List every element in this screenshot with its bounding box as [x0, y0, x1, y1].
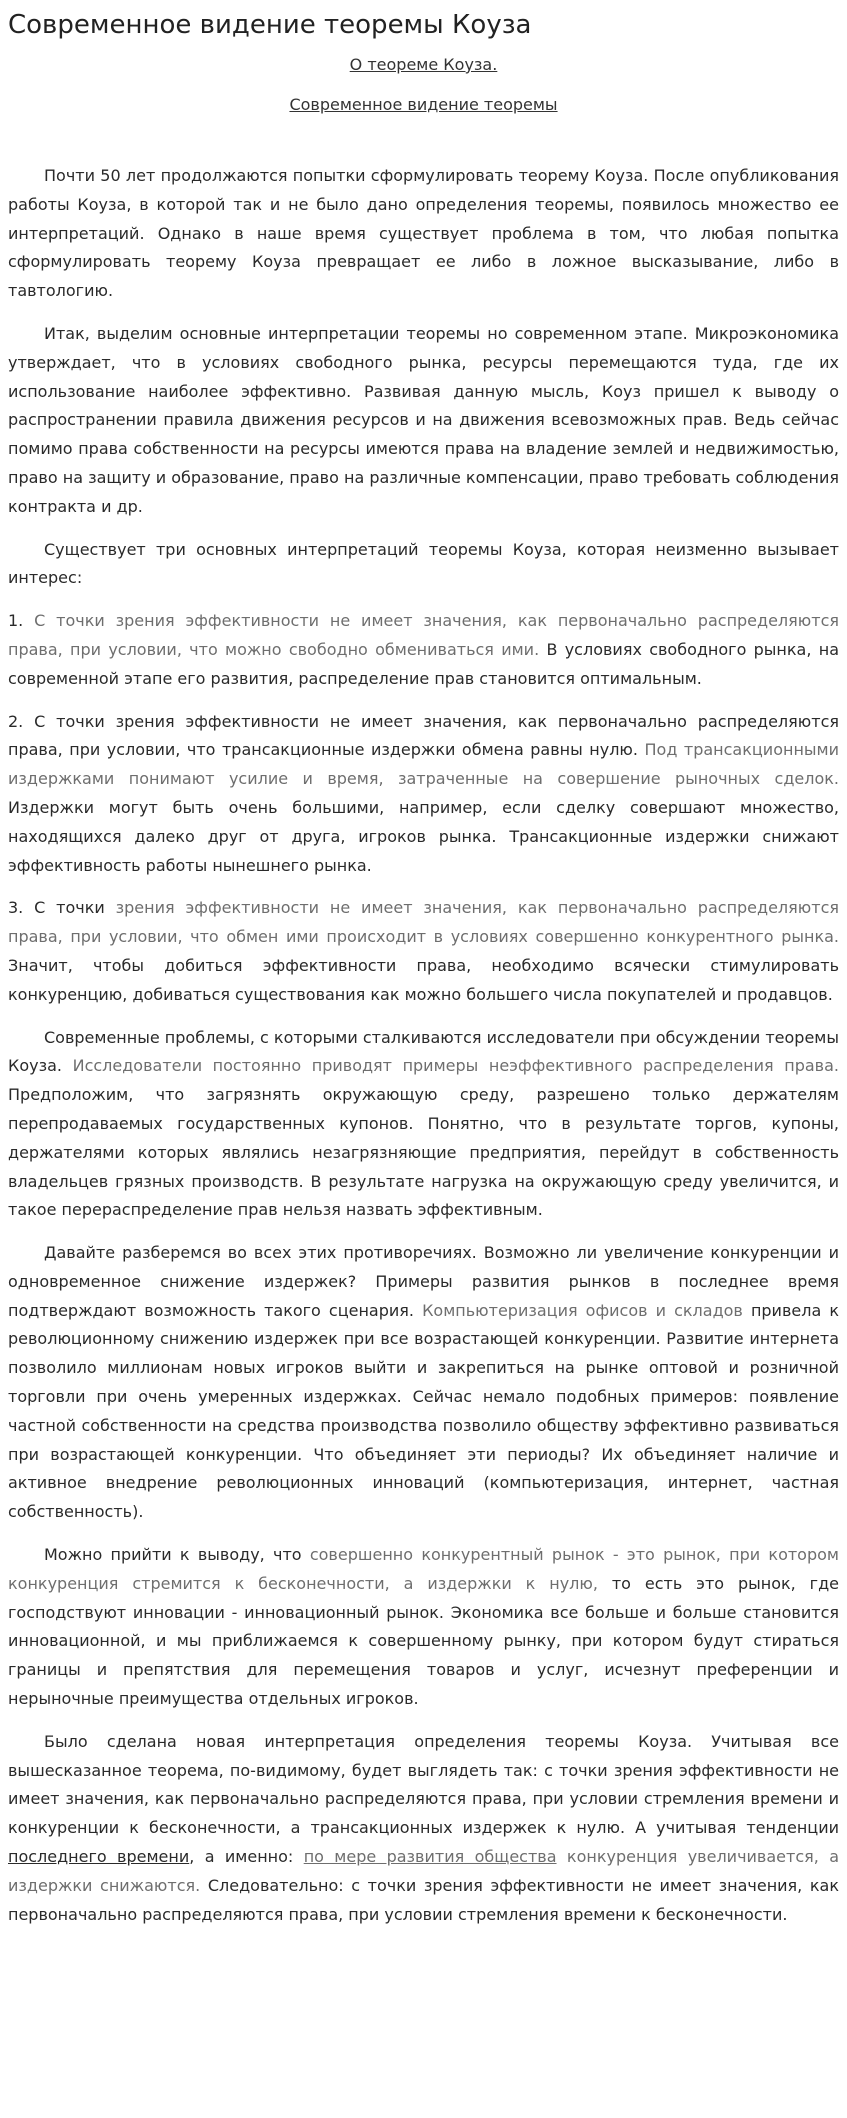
list-item-3	[8, 894, 839, 1009]
paragraph-problems	[8, 1024, 839, 1226]
paragraph-contradictions-b: привела к революционному снижению издержек при все возрастающей конкуренции. Развитие интернета позволило миллионам новых игроков выйти и закрепиться на рынке оптовой и розничной торговли при очень умеренных издержках. Сейчас немало подобных примеров: появление частной собственности на средства производства позволило обществу эффективно развиваться при возрастающей конкуренции. Что объединяет эти периоды? Их объединяет наличие и активное внедрение революционных инноваций (компьютеризация, интернет, частная собственность).	[8, 1300, 839, 1522]
paragraph-problems-soft: Исследователи постоянно приводят примеры неэффективного распределения права.	[72, 1056, 839, 1076]
paragraph-intro: Почти 50 лет продолжаются попытки сформулировать теорему Коуза. После опубликования работы Коуза, в которой так и не было дано определения теоремы, появилось множество ее интерпретаций. Однако в наше время существует проблема в том, что любая попытка сформулировать теорему Коуза превращает ее либо в ложное высказывание, либо в тавтологию.	[8, 166, 839, 301]
paragraph-new-b: , а именно:	[189, 1847, 294, 1867]
article-body	[8, 162, 839, 1929]
list-item-2-b: Издержки могут быть очень большими, например, если сделку совершают множество, находящихся далеко друг от друга, игроков рынка. Трансакционные издержки снижают эффективность работы нынешнего рынка.	[8, 797, 839, 875]
paragraph-problems-b: Предположим, что загрязнять окружающую среду, разрешено только держателям перепродаваемых государственных купонов. Понятно, что в результате торгов, купоны, держателями которых являлись незагрязняющие предприятия, перейдут в собственность владельцев грязных производств. В результате нагрузка на окружающую среду увеличится, и такое перераспределение прав нельзя назвать эффективным.	[8, 1085, 839, 1220]
list-item-2-soft: Под трансакционными издержками понимают усилие и время, затраченные на совершение рыночных сделок.	[8, 740, 840, 789]
paragraph-conclusion-a: Можно прийти к выводу, что	[44, 1545, 302, 1565]
list-item-3-b: Значит, чтобы добиться эффективности права, необходимо всячески стимулировать конкуренцию, добиваться существования как можно большего числа покупателей и продавцов.	[8, 955, 839, 1004]
paragraph-contradictions-soft: Компьютеризация офисов и складов	[422, 1300, 743, 1320]
article	[0, 8, 847, 1929]
link-last-time[interactable]: последнего времени	[8, 1847, 190, 1867]
paragraph-new-a: Было сделана новая интерпретация определения теоремы Коуза. Учитывая все вышесказанное теорема, по-видимому, будет выглядеть так: с точки зрения эффективности не имеет значения, как первоначально распределяются права, при условии стремления времени и конкуренции к бесконечности, а трансакционных издержек к нулю. А учитывая тенденции	[8, 1731, 839, 1838]
paragraph-conclusion-b: то есть это рынок, где господствуют инновации - инновационный рынок. Экономика все больше и больше становится инновационной, и мы приближаемся к совершенному рынку, при котором будут стираться границы и препятствия для перемещения товаров и услуг, исчезнут преференции и нерыночные преимущества отдельных игроков.	[8, 1573, 839, 1709]
list-item-2-a: С точки зрения эффективности не имеет значения, как первоначально распределяются права, при условии, что трансакционные издержки обмена равны нулю.	[8, 711, 839, 760]
link-society-development[interactable]: по мере развития общества	[303, 1847, 557, 1867]
subheading-about-theorem[interactable]: О теореме Коуза.	[349, 55, 498, 74]
paragraph-new-soft: конкуренция увеличивается, а издержки снижаются.	[8, 1847, 839, 1895]
list-item-1-soft: С точки зрения эффективности не имеет значения, как первоначально распределяются права, при условии, что можно свободно обмениваться ими.	[8, 611, 839, 659]
list-item-3-a: С точки	[34, 898, 105, 918]
subheading-modern-view[interactable]: Современное видение теоремы	[289, 95, 558, 114]
list-item-number: 1.	[8, 611, 24, 631]
paragraph-contradictions-a: Давайте разберемся во всех этих противоречиях. Возможно ли увеличение конкуренции и одновременное снижение издержек? Примеры развития рынков в последнее время подтверждают возможность такого сценария.	[8, 1243, 839, 1320]
paragraph-new-c: Следовательно: с точки зрения эффективности не имеет значения, как первоначально распределяются права, при условии стремления времени к бесконечности.	[8, 1875, 840, 1924]
paragraph-problems-a: Современные проблемы, с которыми сталкиваются исследователи при обсуждении теоремы Коуза.	[8, 1027, 839, 1076]
list-item-number: 2.	[8, 711, 24, 731]
list-item-1-rest: В условиях свободного рынка, на современной этапе его развития, распределение прав становится оптимальным.	[8, 639, 839, 688]
list-item-2	[8, 708, 839, 881]
page-title: Современное видение теоремы Коуза	[8, 10, 532, 40]
list-item-number: 3.	[8, 898, 24, 918]
paragraph-conclusion-soft: совершенно конкурентный рынок - это рынок, при котором конкуренция стремится к бесконечности, а издержки к нулю,	[8, 1545, 839, 1593]
list-item-3-soft: зрения эффективности не имеет значения, как первоначально распределяются права, при условии, что обмен ими происходит в условиях совершенно конкурентного рынка.	[8, 898, 839, 947]
paragraph-three-interpretations: Существует три основных интерпретаций теоремы Коуза, которая неизменно вызывает интерес:	[8, 539, 839, 588]
paragraph-new-interpretation	[8, 1728, 839, 1930]
paragraph-interpretations: Итак, выделим основные интерпретации теоремы но современном этапе. Микроэкономика утверждает, что в условиях свободного рынка, ресурсы перемещаются туда, где их использование наиболее эффективно. Развивая данную мысль, Коуз пришел к выводу о распространении правила движения ресурсов и на движения всевозможных прав. Ведь сейчас помимо права собственности на ресурсы имеются права на владение землей и недвижимостью, право на защиту и образование, право на различные компенсации, право требовать соблюдения контракта и др.	[8, 323, 839, 516]
paragraph-contradictions	[8, 1239, 839, 1527]
paragraph-conclusion	[8, 1541, 839, 1714]
list-item-1	[8, 607, 839, 693]
